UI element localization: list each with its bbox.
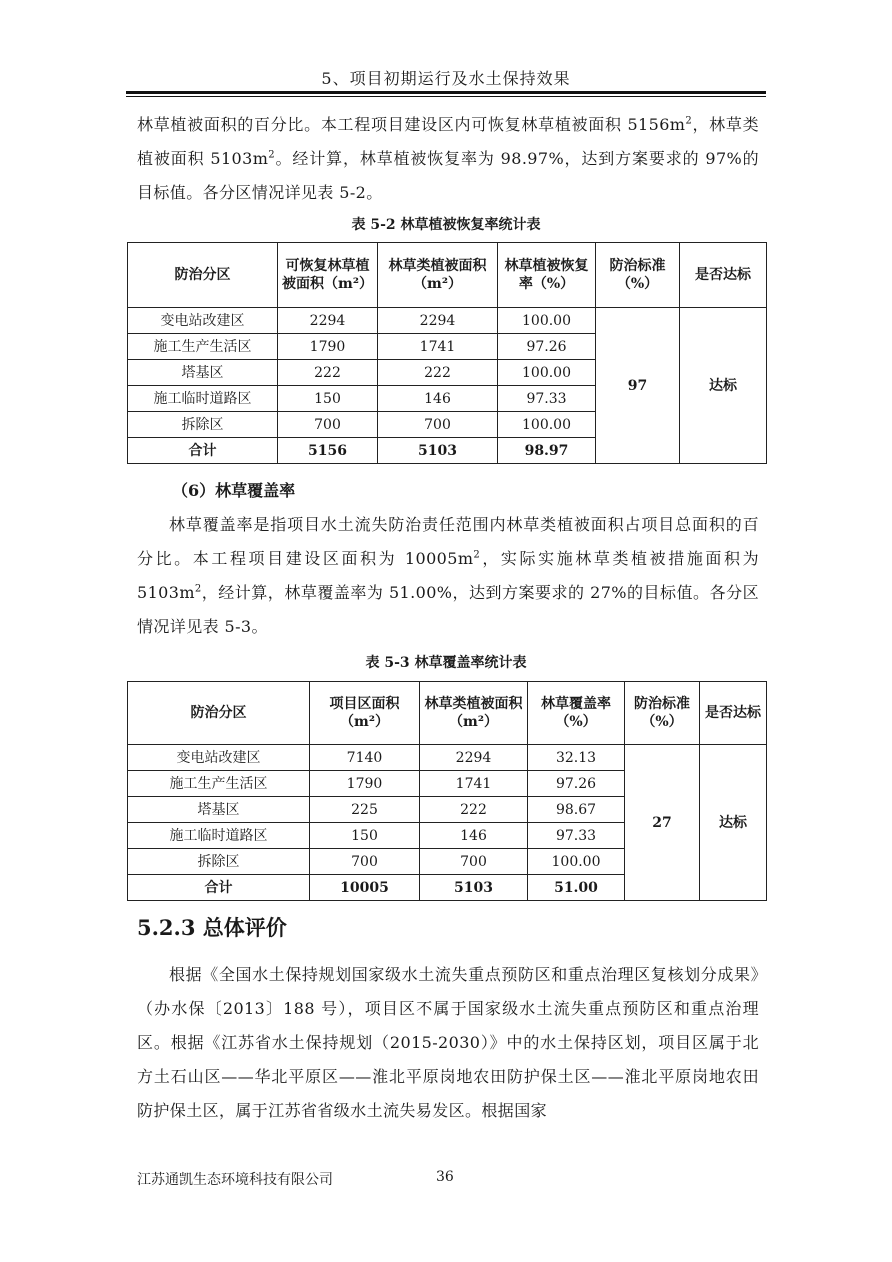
header-cell: 防治分区 [128,243,278,308]
table-cell: 32.13 [528,745,625,771]
table-5-3-caption: 表 5-3 林草覆盖率统计表 [365,655,527,671]
table-5-2-caption: 表 5-2 林草植被恢复率统计表 [351,217,541,233]
table-cell: 拆除区 [128,412,278,438]
status-cell: 达标 [680,308,767,464]
table-cell: 222 [420,797,528,823]
table-cell: 2294 [278,308,378,334]
table-cell: 1790 [278,334,378,360]
paragraph-coverage-rate: 林草覆盖率是指项目水土流失防治责任范围内林草类植被面积占项目总面积的百分比。本工程项目建设区面积为 $10005m^2$，实际实施林草类植被措施面积为 $5103m^2$，经计算，林草覆盖率为 51.00%，达到方案要求的 27%的目标值。各分区情况详见表 5-3。 [137,515,759,636]
table-cell: 146 [378,386,498,412]
table-cell: 10005 [310,875,420,901]
table-cell: 合计 [128,875,310,901]
table-cell: 97.33 [528,823,625,849]
table-cell: 7140 [310,745,420,771]
subsection-heading: （6）林草覆盖率 [172,481,296,500]
table-cell: 1741 [420,771,528,797]
table-cell: 100.00 [498,412,596,438]
table-cell: 塔基区 [128,797,310,823]
table-cell: 施工生产生活区 [128,334,278,360]
table-cell: 97.26 [528,771,625,797]
header-cell: 可恢复林草植被面积（m²） [278,243,378,308]
table-header-row [128,243,767,308]
table-cell: 施工临时道路区 [128,386,278,412]
table-cell: 拆除区 [128,849,310,875]
header-rule-thick [126,91,766,94]
table-5-3 [127,681,767,901]
page-number: 36 [436,1169,454,1185]
table-cell: 150 [278,386,378,412]
table-cell: 100.00 [528,849,625,875]
table-row [128,308,767,334]
table-cell: 222 [378,360,498,386]
paragraph-recovery-rate: 林草植被面积的百分比。本工程项目建设区内可恢复林草植被面积 $5156m^2$，林草类植被面积 $5103m^2$。经计算，林草植被恢复率为 98.97%，达到方案要求的 97%的目标值。各分区情况详见表 5-2。 [137,115,759,202]
table-cell: 施工临时道路区 [128,823,310,849]
table-cell: 146 [420,823,528,849]
table-cell: 222 [278,360,378,386]
table-cell: 225 [310,797,420,823]
table-cell: 700 [310,849,420,875]
standard-cell: 97 [596,308,680,464]
table-cell: 150 [310,823,420,849]
header-cell: 是否达标 [700,682,767,745]
table-cell: 700 [420,849,528,875]
header-cell: 防治标准（%） [596,243,680,308]
table-cell: 2294 [378,308,498,334]
table-cell: 700 [378,412,498,438]
paragraph-overall-evaluation: 根据《全国水土保持规划国家级水土流失重点预防区和重点治理区复核划分成果》（办水保〔2013〕188 号），项目区不属于国家级水土流失重点预防区和重点治理区。根据《江苏省水土保持规划（2015-2030）》中的水土保持区划，项目区属于北方土石山区——华北平原区——淮北平原岗地农田防护保土区——淮北平原岗地农田防护保土区，属于江苏省省级水土流失易发区。根据国家 [137,965,759,1120]
table-cell: 变电站改建区 [128,308,278,334]
table-cell: 2294 [420,745,528,771]
header-cell: 项目区面积（m²） [310,682,420,745]
table-5-2 [127,242,767,464]
table-cell: 100.00 [498,308,596,334]
table-cell: 700 [278,412,378,438]
header-cell: 林草植被恢复率（%） [498,243,596,308]
page-header: 5、项目初期运行及水土保持效果 [321,69,571,88]
header-cell: 防治分区 [128,682,310,745]
table-cell: 1741 [378,334,498,360]
table-cell: 97.26 [498,334,596,360]
table-cell: 97.33 [498,386,596,412]
table-cell: 施工生产生活区 [128,771,310,797]
header-cell: 林草类植被面积（m²） [378,243,498,308]
table-cell: 合计 [128,438,278,464]
standard-cell: 27 [625,745,700,901]
table-cell: 98.67 [528,797,625,823]
header-cell: 是否达标 [680,243,767,308]
table-cell: 100.00 [498,360,596,386]
table-cell: 5156 [278,438,378,464]
header-cell: 防治标准（%） [625,682,700,745]
footer-company: 江苏通凯生态环境科技有限公司 [137,1172,333,1188]
table-cell: 变电站改建区 [128,745,310,771]
table-cell: 5103 [420,875,528,901]
table-row [128,745,767,771]
header-cell: 林草类植被面积（m²） [420,682,528,745]
header-cell: 林草覆盖率（%） [528,682,625,745]
header-rule-thin [126,96,766,97]
table-header-row [128,682,767,745]
section-heading: 5.2.3 总体评价 [137,915,287,940]
table-cell: 51.00 [528,875,625,901]
table-cell: 5103 [378,438,498,464]
table-cell: 1790 [310,771,420,797]
table-cell: 塔基区 [128,360,278,386]
table-cell: 98.97 [498,438,596,464]
status-cell: 达标 [700,745,767,901]
